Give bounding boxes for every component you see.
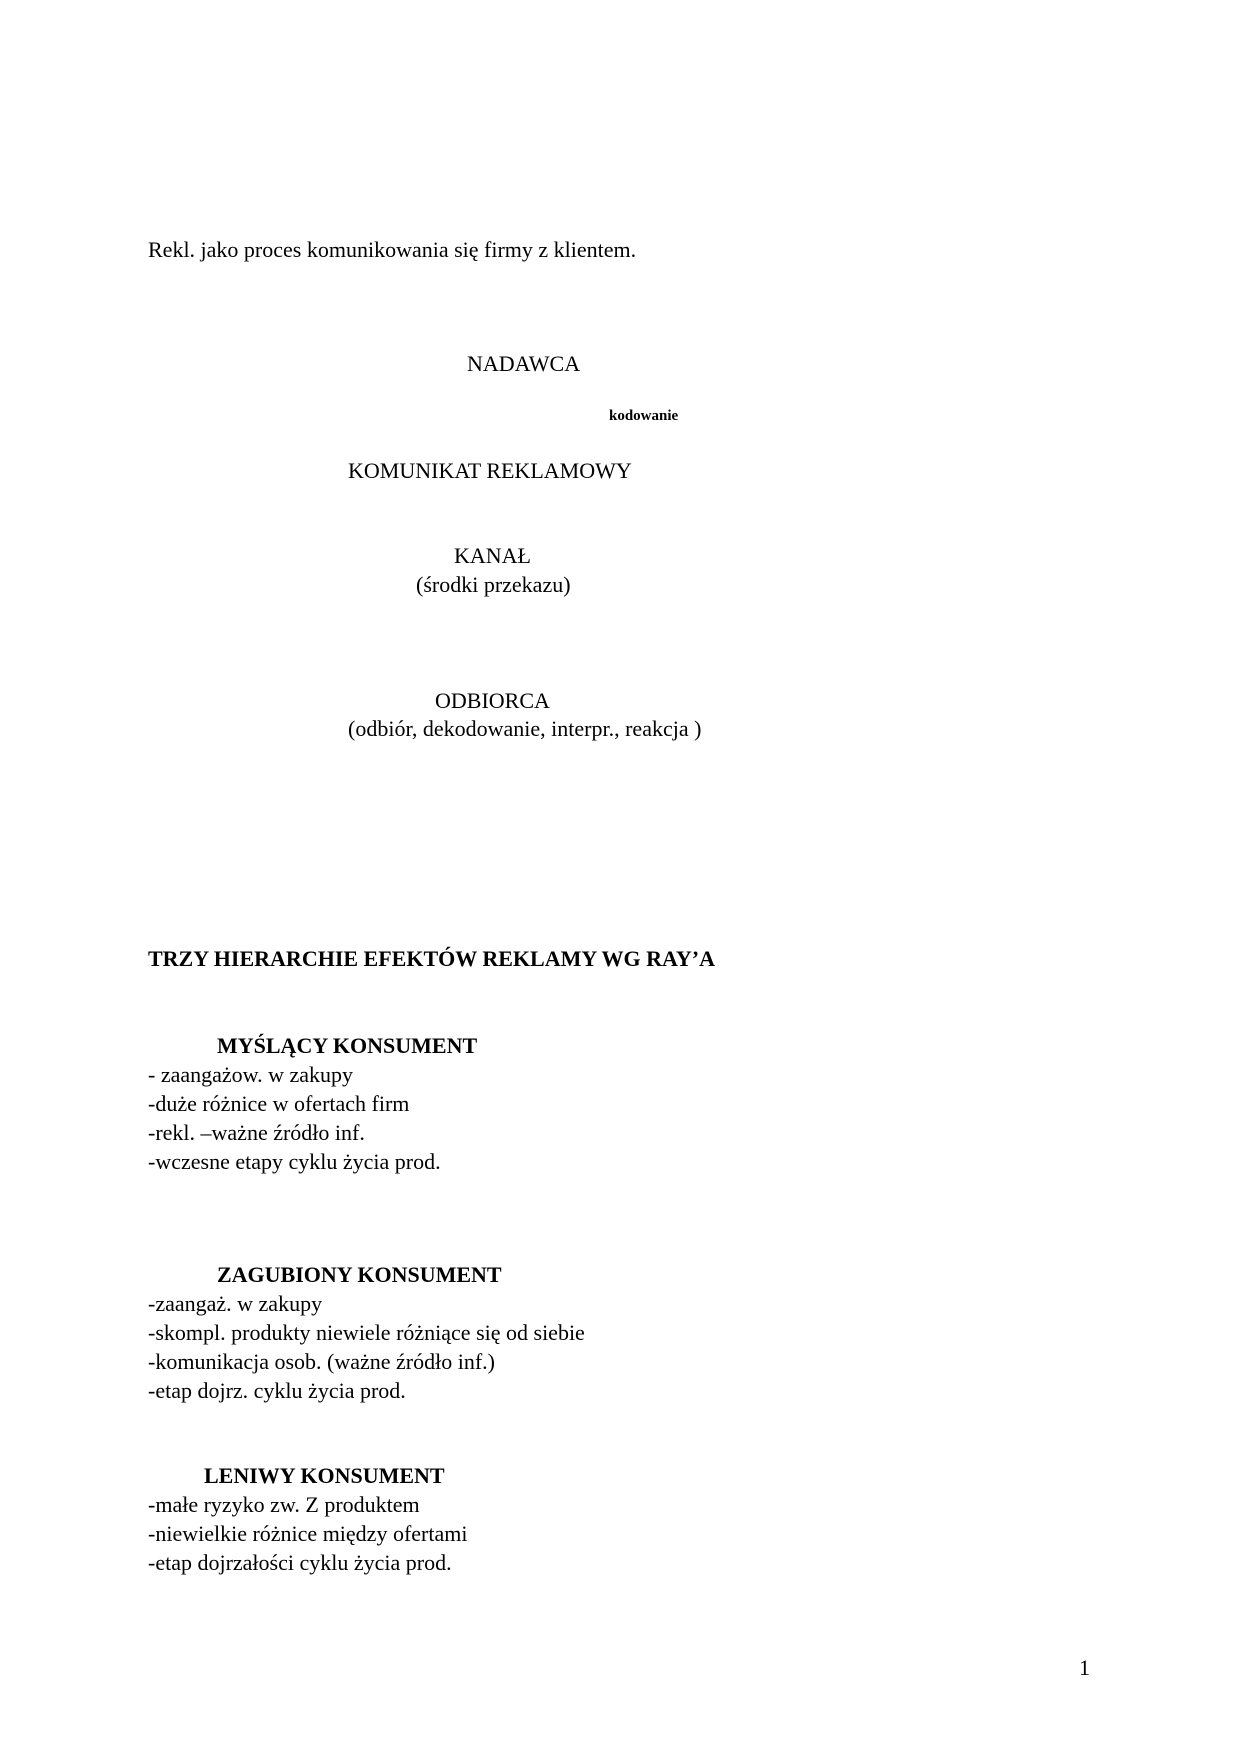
section-lost-consumer (148, 1260, 585, 1405)
section-items (148, 1060, 477, 1176)
flow-receiver: ODBIORCA (435, 688, 550, 713)
section-lazy-consumer (148, 1461, 467, 1577)
list-item: -komunikacja osob. (ważne źródło inf.) (148, 1349, 495, 1374)
section-items (148, 1490, 467, 1577)
list-item: - zaangażow. w zakupy (148, 1062, 354, 1087)
hierarchies-title: TRZY HIERARCHIE EFEKTÓW REKLAMY WG RAY’A (148, 946, 715, 971)
flow-receiver-note: (odbiór, dekodowanie, interpr., reakcja ) (348, 716, 702, 741)
section-heading: MYŚLĄCY KONSUMENT (217, 1033, 478, 1058)
intro-text: Rekl. jako proces komunikowania się firmy z klientem. (148, 237, 637, 262)
flow-channel: KANAŁ (454, 543, 531, 568)
flow-message: KOMUNIKAT REKLAMOWY (348, 458, 632, 483)
section-heading: LENIWY KONSUMENT (204, 1463, 445, 1488)
list-item: -skompl. produkty niewiele różniące się od siebie (148, 1320, 585, 1345)
list-item: -duże różnice w ofertach firm (148, 1091, 410, 1116)
section-items (148, 1289, 585, 1405)
list-item: -etap dojrz. cyklu życia prod. (148, 1378, 406, 1403)
flow-sender: NADAWCA (467, 351, 581, 376)
list-item: -niewielkie różnice między ofertami (148, 1521, 468, 1546)
section-heading: ZAGUBIONY KONSUMENT (217, 1262, 502, 1287)
list-item: -rekl. –ważne źródło inf. (148, 1120, 365, 1145)
page-number: 1 (1079, 1655, 1090, 1680)
section-thinking-consumer (148, 1031, 477, 1176)
flow-encoding-label: kodowanie (609, 408, 679, 424)
list-item: -wczesne etapy cyklu życia prod. (148, 1149, 441, 1174)
list-item: -zaangaż. w zakupy (148, 1291, 323, 1316)
list-item: -etap dojrzałości cyklu życia prod. (148, 1550, 452, 1575)
flow-channel-note: (środki przekazu) (416, 572, 571, 597)
list-item: -małe ryzyko zw. Z produktem (148, 1492, 420, 1517)
